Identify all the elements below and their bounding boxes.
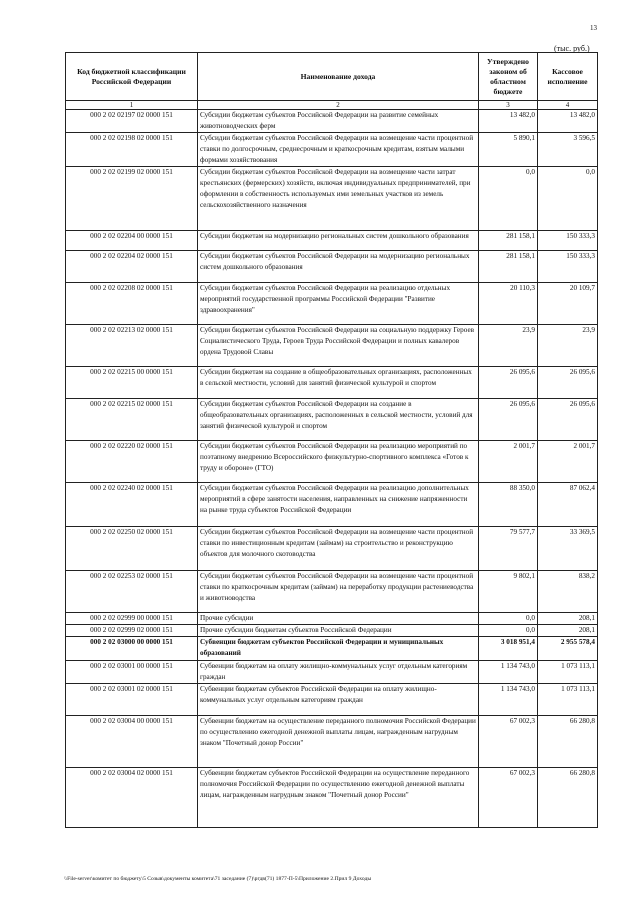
row-approved-cell: 9 802,1 xyxy=(479,571,538,613)
table-row xyxy=(66,571,598,613)
revenue-table xyxy=(65,52,598,828)
table-row xyxy=(66,251,598,283)
row-executed-cell: 13 482,0 xyxy=(538,110,598,133)
table-row xyxy=(66,283,598,325)
header-name: Наименование дохода xyxy=(198,53,479,101)
column-number: 4 xyxy=(538,101,598,110)
row-name-cell: Субсидии бюджетам на модернизацию региональных систем дошкольного образования xyxy=(198,231,479,251)
row-code-cell: 000 2 02 03004 00 0000 151 xyxy=(66,716,198,768)
table-row xyxy=(66,167,598,231)
row-executed-cell: 838,2 xyxy=(538,571,598,613)
row-approved-cell: 26 095,6 xyxy=(479,367,538,399)
row-name-cell: Субсидии бюджетам субъектов Российской Федерации на возмещение части затрат крестьянских (фермерских) хозяйств, включая индивидуальных предпринимателей, при оформлении в собственность используемых ими земельных участков из земель сельскохозяйственного назначения xyxy=(198,167,479,231)
row-executed-cell: 3 596,5 xyxy=(538,133,598,167)
row-approved-cell: 67 002,3 xyxy=(479,768,538,828)
header-row xyxy=(66,53,598,101)
row-code-cell: 000 2 02 03001 02 0000 151 xyxy=(66,684,198,716)
row-executed-cell: 66 280,8 xyxy=(538,716,598,768)
table-row xyxy=(66,661,598,684)
row-name-cell: Субсидии бюджетам субъектов Российской Федерации на социальную поддержку Героев Социалистического Труда, Героев Труда Российской Федерации и полных кавалеров ордена Трудовой Славы xyxy=(198,325,479,367)
row-approved-cell: 281 158,1 xyxy=(479,251,538,283)
row-code-cell: 000 2 02 02999 00 0000 151 xyxy=(66,613,198,625)
row-name-cell: Субсидии бюджетам субъектов Российской Федерации на реализацию мероприятий по поэтапному внедрению Всероссийского физкультурно-спортивного комплекса «Готов к труду и обороне» (ГТО) xyxy=(198,441,479,483)
row-executed-cell: 87 062,4 xyxy=(538,483,598,527)
table-row xyxy=(66,399,598,441)
table-body xyxy=(66,110,598,828)
row-approved-cell: 3 018 951,4 xyxy=(479,637,538,661)
row-executed-cell: 150 333,3 xyxy=(538,251,598,283)
row-approved-cell: 26 095,6 xyxy=(479,399,538,441)
header-code: Код бюджетной классификации Российской Федерации xyxy=(66,53,198,101)
row-name-cell: Субсидии бюджетам субъектов Российской Федерации на возмещение части процентной ставки по краткосрочным кредитам (займам) на переработку продукции растениеводства и животноводства xyxy=(198,571,479,613)
row-executed-cell: 208,1 xyxy=(538,625,598,637)
row-approved-cell: 281 158,1 xyxy=(479,231,538,251)
table-row xyxy=(66,768,598,828)
column-number: 3 xyxy=(479,101,538,110)
row-approved-cell: 0,0 xyxy=(479,167,538,231)
row-code-cell: 000 2 02 03001 00 0000 151 xyxy=(66,661,198,684)
table-row xyxy=(66,625,598,637)
header-executed: Кассовое исполнение xyxy=(538,53,598,101)
row-name-cell: Субсидии бюджетам субъектов Российской Федерации на создание в общеобразовательных организациях, расположенных в сельской местности, условий для занятий физической культурой и спортом xyxy=(198,399,479,441)
row-executed-cell: 66 280,8 xyxy=(538,768,598,828)
row-code-cell: 000 2 02 03000 00 0000 151 xyxy=(66,637,198,661)
row-approved-cell: 23,9 xyxy=(479,325,538,367)
row-approved-cell: 88 350,0 xyxy=(479,483,538,527)
row-executed-cell: 150 333,3 xyxy=(538,231,598,251)
row-code-cell: 000 2 02 02240 02 0000 151 xyxy=(66,483,198,527)
row-approved-cell: 1 134 743,0 xyxy=(479,661,538,684)
row-executed-cell: 26 095,6 xyxy=(538,399,598,441)
row-name-cell: Субсидии бюджетам субъектов Российской Федерации на модернизацию региональных систем дошкольного образования xyxy=(198,251,479,283)
header-approved: Утверждено законом об областном бюджете xyxy=(479,53,538,101)
row-approved-cell: 5 890,1 xyxy=(479,133,538,167)
row-approved-cell: 67 002,3 xyxy=(479,716,538,768)
table-row xyxy=(66,613,598,625)
row-code-cell: 000 2 02 02215 00 0000 151 xyxy=(66,367,198,399)
row-approved-cell: 13 482,0 xyxy=(479,110,538,133)
table-row xyxy=(66,684,598,716)
row-code-cell: 000 2 02 02197 02 0000 151 xyxy=(66,110,198,133)
row-name-cell: Субсидии бюджетам субъектов Российской Федерации на развитие семейных животноводческих ферм xyxy=(198,110,479,133)
row-name-cell: Прочие субсидии бюджетам субъектов Российской Федерации xyxy=(198,625,479,637)
row-code-cell: 000 2 02 02215 02 0000 151 xyxy=(66,399,198,441)
row-code-cell: 000 2 02 02999 02 0000 151 xyxy=(66,625,198,637)
row-code-cell: 000 2 02 02253 02 0000 151 xyxy=(66,571,198,613)
column-number: 1 xyxy=(66,101,198,110)
row-approved-cell: 20 110,3 xyxy=(479,283,538,325)
row-code-cell: 000 2 02 02199 02 0000 151 xyxy=(66,167,198,231)
row-executed-cell: 1 073 113,1 xyxy=(538,684,598,716)
row-executed-cell: 1 073 113,1 xyxy=(538,661,598,684)
column-number: 2 xyxy=(198,101,479,110)
row-name-cell: Субсидии бюджетам субъектов Российской Федерации на реализацию дополнительных мероприятий в сфере занятости населения, направленных на снижение напряженности на рынке труда субъектов Российской Федерации xyxy=(198,483,479,527)
row-name-cell: Субвенции бюджетам субъектов Российской Федерации на оплату жилищно-коммунальных услуг отдельным категориям граждан xyxy=(198,684,479,716)
table-row xyxy=(66,441,598,483)
table-row xyxy=(66,483,598,527)
row-name-cell: Субсидии бюджетам субъектов Российской Федерации на реализацию отдельных мероприятий государственной программы Российской Федерации "Развитие здравоохранения" xyxy=(198,283,479,325)
row-name-cell: Субвенции бюджетам на осуществление переданного полномочия Российской Федерации по осуществлению ежегодной денежной выплаты лицам, награжденным нагрудным знаком "Почетный донор России" xyxy=(198,716,479,768)
row-name-cell: Субвенции бюджетам субъектов Российской Федерации на осуществление переданного полномочия Российской Федерации по осуществлению ежегодной денежной выплаты лицам, награжденным нагрудным знаком "Почетный донор России" xyxy=(198,768,479,828)
table-row xyxy=(66,133,598,167)
row-code-cell: 000 2 02 02198 02 0000 151 xyxy=(66,133,198,167)
row-executed-cell: 2 001,7 xyxy=(538,441,598,483)
row-name-cell: Субсидии бюджетам субъектов Российской Федерации на возмещение части процентной ставки по инвестиционным кредитам (займам) на строительство и реконструкцию объектов для молочного скотоводства xyxy=(198,527,479,571)
row-approved-cell: 2 001,7 xyxy=(479,441,538,483)
row-code-cell: 000 2 02 02204 02 0000 151 xyxy=(66,251,198,283)
row-code-cell: 000 2 02 03004 02 0000 151 xyxy=(66,768,198,828)
row-code-cell: 000 2 02 02208 02 0000 151 xyxy=(66,283,198,325)
table-row xyxy=(66,637,598,661)
row-name-cell: Субсидии бюджетам субъектов Российской Федерации на возмещение части процентной ставки по долгосрочным, среднесрочным и краткосрочным кредитам, взятым малыми формами хозяйствования xyxy=(198,133,479,167)
row-executed-cell: 208,1 xyxy=(538,613,598,625)
row-executed-cell: 0,0 xyxy=(538,167,598,231)
row-executed-cell: 33 369,5 xyxy=(538,527,598,571)
row-code-cell: 000 2 02 02213 02 0000 151 xyxy=(66,325,198,367)
row-approved-cell: 1 134 743,0 xyxy=(479,684,538,716)
row-code-cell: 000 2 02 02250 02 0000 151 xyxy=(66,527,198,571)
column-number-row xyxy=(66,101,598,110)
row-executed-cell: 2 955 578,4 xyxy=(538,637,598,661)
row-approved-cell: 0,0 xyxy=(479,613,538,625)
row-code-cell: 000 2 02 02220 02 0000 151 xyxy=(66,441,198,483)
row-executed-cell: 23,9 xyxy=(538,325,598,367)
row-name-cell: Прочие субсидии xyxy=(198,613,479,625)
unit-note: (тыс. руб.) xyxy=(554,44,590,53)
table-row xyxy=(66,716,598,768)
row-approved-cell: 79 577,7 xyxy=(479,527,538,571)
row-name-cell: Субвенции бюджетам на оплату жилищно-коммунальных услуг отдельным категориям граждан xyxy=(198,661,479,684)
table-row xyxy=(66,527,598,571)
row-executed-cell: 26 095,6 xyxy=(538,367,598,399)
row-name-cell: Субвенции бюджетам субъектов Российской Федерации и муниципальных образований xyxy=(198,637,479,661)
row-executed-cell: 20 109,7 xyxy=(538,283,598,325)
table-row xyxy=(66,110,598,133)
table-row xyxy=(66,367,598,399)
row-approved-cell: 0,0 xyxy=(479,625,538,637)
table-row xyxy=(66,231,598,251)
row-name-cell: Субсидии бюджетам на создание в общеобразовательных организациях, расположенных в сельской местности, условий для занятий физической культурой и спортом xyxy=(198,367,479,399)
page-number: 13 xyxy=(590,24,597,32)
file-path-footer: \\File-server\комитет по бюджету\5 Созыв\документы комитета\71 заседание (7)\ргдв(71) 1877-П-5\Приложение 2.Прил 9 Доходы xyxy=(64,876,372,882)
row-code-cell: 000 2 02 02204 00 0000 151 xyxy=(66,231,198,251)
table-row xyxy=(66,325,598,367)
